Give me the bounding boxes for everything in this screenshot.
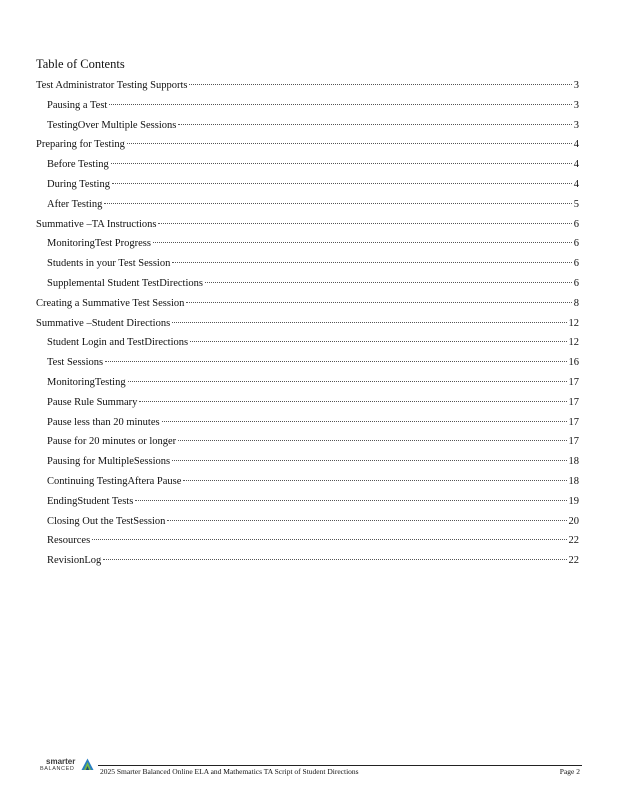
toc-entry[interactable] — [36, 238, 579, 258]
toc-entry-label: RevisionLog — [47, 555, 102, 567]
toc-dot-leader — [153, 242, 572, 243]
toc-entry-label: During Testing — [47, 178, 110, 190]
toc-entry-page: 4 — [573, 159, 579, 171]
page-footer — [38, 756, 582, 778]
toc-entry[interactable] — [36, 417, 579, 437]
toc-entry[interactable] — [36, 535, 579, 555]
toc-entry-label: TestingOver Multiple Sessions — [47, 119, 177, 131]
toc-entry-page: 4 — [573, 178, 579, 190]
toc-entry[interactable] — [36, 555, 579, 575]
toc-entry-page: 17 — [568, 376, 579, 388]
toc-entry-page: 6 — [573, 258, 579, 270]
toc-dot-leader — [109, 104, 571, 105]
toc-entry-page: 17 — [568, 416, 579, 428]
toc-entry-label: Pausing a Test — [47, 99, 108, 111]
toc-entry-page: 18 — [568, 456, 579, 468]
toc-dot-leader — [189, 84, 571, 85]
toc-entry[interactable] — [36, 516, 579, 536]
toc-entry[interactable] — [36, 278, 579, 298]
toc-entry-page: 4 — [573, 139, 579, 151]
toc-dot-leader — [178, 124, 571, 125]
toc-entry-label: Student Login and TestDirections — [47, 337, 189, 349]
toc-entry[interactable] — [36, 337, 579, 357]
logo-wordmark-bottom: BALANCED — [40, 766, 75, 772]
toc-dot-leader — [172, 460, 566, 461]
toc-dot-leader — [186, 302, 571, 303]
toc-entry-label: Students in your Test Session — [47, 258, 171, 270]
toc-entry[interactable] — [36, 318, 579, 338]
toc-entry[interactable] — [36, 219, 579, 239]
toc-entry-label: Summative –Student Directions — [36, 317, 171, 329]
toc-dot-leader — [112, 183, 572, 184]
toc-entry-page: 6 — [573, 238, 579, 250]
toc-entry[interactable] — [36, 397, 579, 417]
toc-entry[interactable] — [36, 496, 579, 516]
toc-entry[interactable] — [36, 476, 579, 496]
toc-entry-page: 12 — [568, 337, 579, 349]
toc-entry[interactable] — [36, 456, 579, 476]
toc-entry-label: Summative –TA Instructions — [36, 218, 157, 230]
toc-dot-leader — [190, 341, 566, 342]
toc-entry-page: 3 — [573, 119, 579, 131]
toc-entry[interactable] — [36, 100, 579, 120]
toc-entry-label: Test Sessions — [47, 357, 104, 369]
toc-entry-label: Test Administrator Testing Supports — [36, 80, 188, 91]
toc-entry-page: 3 — [573, 99, 579, 111]
toc-entry-label: Resources — [47, 535, 91, 547]
toc-dot-leader — [135, 500, 566, 501]
toc-entry-label: MonitoringTest Progress — [47, 238, 151, 250]
toc-entry[interactable] — [36, 139, 579, 159]
toc-entry-page: 20 — [568, 515, 579, 527]
toc-entry[interactable] — [36, 120, 579, 140]
toc-entry[interactable] — [36, 298, 579, 318]
toc-entry-label: After Testing — [47, 198, 103, 210]
footer-page-number: Page 2 — [559, 767, 580, 776]
toc-entry-page: 19 — [568, 495, 579, 507]
toc-entry-label: Pausing for MultipleSessions — [47, 456, 171, 468]
toc-entry-label: Creating a Summative Test Session — [36, 297, 185, 309]
toc-entry-page: 17 — [568, 436, 579, 448]
toc-dot-leader — [139, 401, 566, 402]
toc-dot-leader — [92, 539, 566, 540]
footer-document-title: 2025 Smarter Balanced Online ELA and Mathematics TA Script of Student Directions — [100, 767, 359, 776]
toc-list — [36, 80, 579, 575]
toc-dot-leader — [103, 559, 566, 560]
toc-entry[interactable] — [36, 80, 579, 100]
toc-entry[interactable] — [36, 179, 579, 199]
toc-entry[interactable] — [36, 357, 579, 377]
toc-dot-leader — [105, 361, 566, 362]
toc-dot-leader — [178, 440, 566, 441]
toc-entry-label: Pause Rule Summary — [47, 396, 138, 408]
toc-entry-label: Continuing TestingAftera Pause — [47, 475, 182, 487]
toc-dot-leader — [111, 163, 572, 164]
toc-entry-page: 22 — [568, 535, 579, 547]
toc-entry-page: 6 — [573, 218, 579, 230]
toc-dot-leader — [162, 421, 567, 422]
toc-title: Table of Contents — [36, 57, 125, 71]
toc-dot-leader — [205, 282, 572, 283]
toc-entry[interactable] — [36, 199, 579, 219]
logo-wordmark-top: smarter — [46, 757, 76, 766]
toc-dot-leader — [183, 480, 566, 481]
toc-entry-page: 12 — [568, 317, 579, 329]
toc-entry[interactable] — [36, 377, 579, 397]
toc-entry-label: Before Testing — [47, 159, 109, 171]
toc-entry-label: Pause for 20 minutes or longer — [47, 436, 177, 448]
toc-dot-leader — [128, 381, 567, 382]
toc-dot-leader — [104, 203, 571, 204]
footer-rule — [98, 765, 582, 766]
toc-entry-label: EndingStudent Tests — [47, 495, 134, 507]
toc-entry-page: 22 — [568, 555, 579, 567]
toc-dot-leader — [172, 262, 571, 263]
toc-dot-leader — [127, 143, 572, 144]
toc-entry-page: 18 — [568, 475, 579, 487]
toc-entry-label: Closing Out the TestSession — [47, 515, 166, 527]
toc-entry[interactable] — [36, 159, 579, 179]
toc-entry-page: 8 — [573, 297, 579, 309]
toc-entry-page: 5 — [573, 198, 579, 210]
toc-dot-leader — [158, 223, 571, 224]
toc-entry-label: Preparing for Testing — [36, 139, 125, 151]
toc-dot-leader — [172, 322, 566, 323]
toc-entry[interactable] — [36, 436, 579, 456]
toc-entry[interactable] — [36, 258, 579, 278]
toc-entry-label: Supplemental Student TestDirections — [47, 277, 203, 289]
logo-triangle-icon — [81, 758, 94, 771]
toc-dot-leader — [167, 520, 566, 521]
toc-entry-page: 17 — [568, 396, 579, 408]
toc-entry-label: MonitoringTesting — [47, 376, 126, 388]
toc-entry-page: 3 — [573, 80, 579, 91]
smarter-balanced-logo — [38, 756, 96, 776]
toc-entry-page: 6 — [573, 277, 579, 289]
toc-entry-label: Pause less than 20 minutes — [47, 416, 160, 428]
toc-entry-page: 16 — [568, 357, 579, 369]
